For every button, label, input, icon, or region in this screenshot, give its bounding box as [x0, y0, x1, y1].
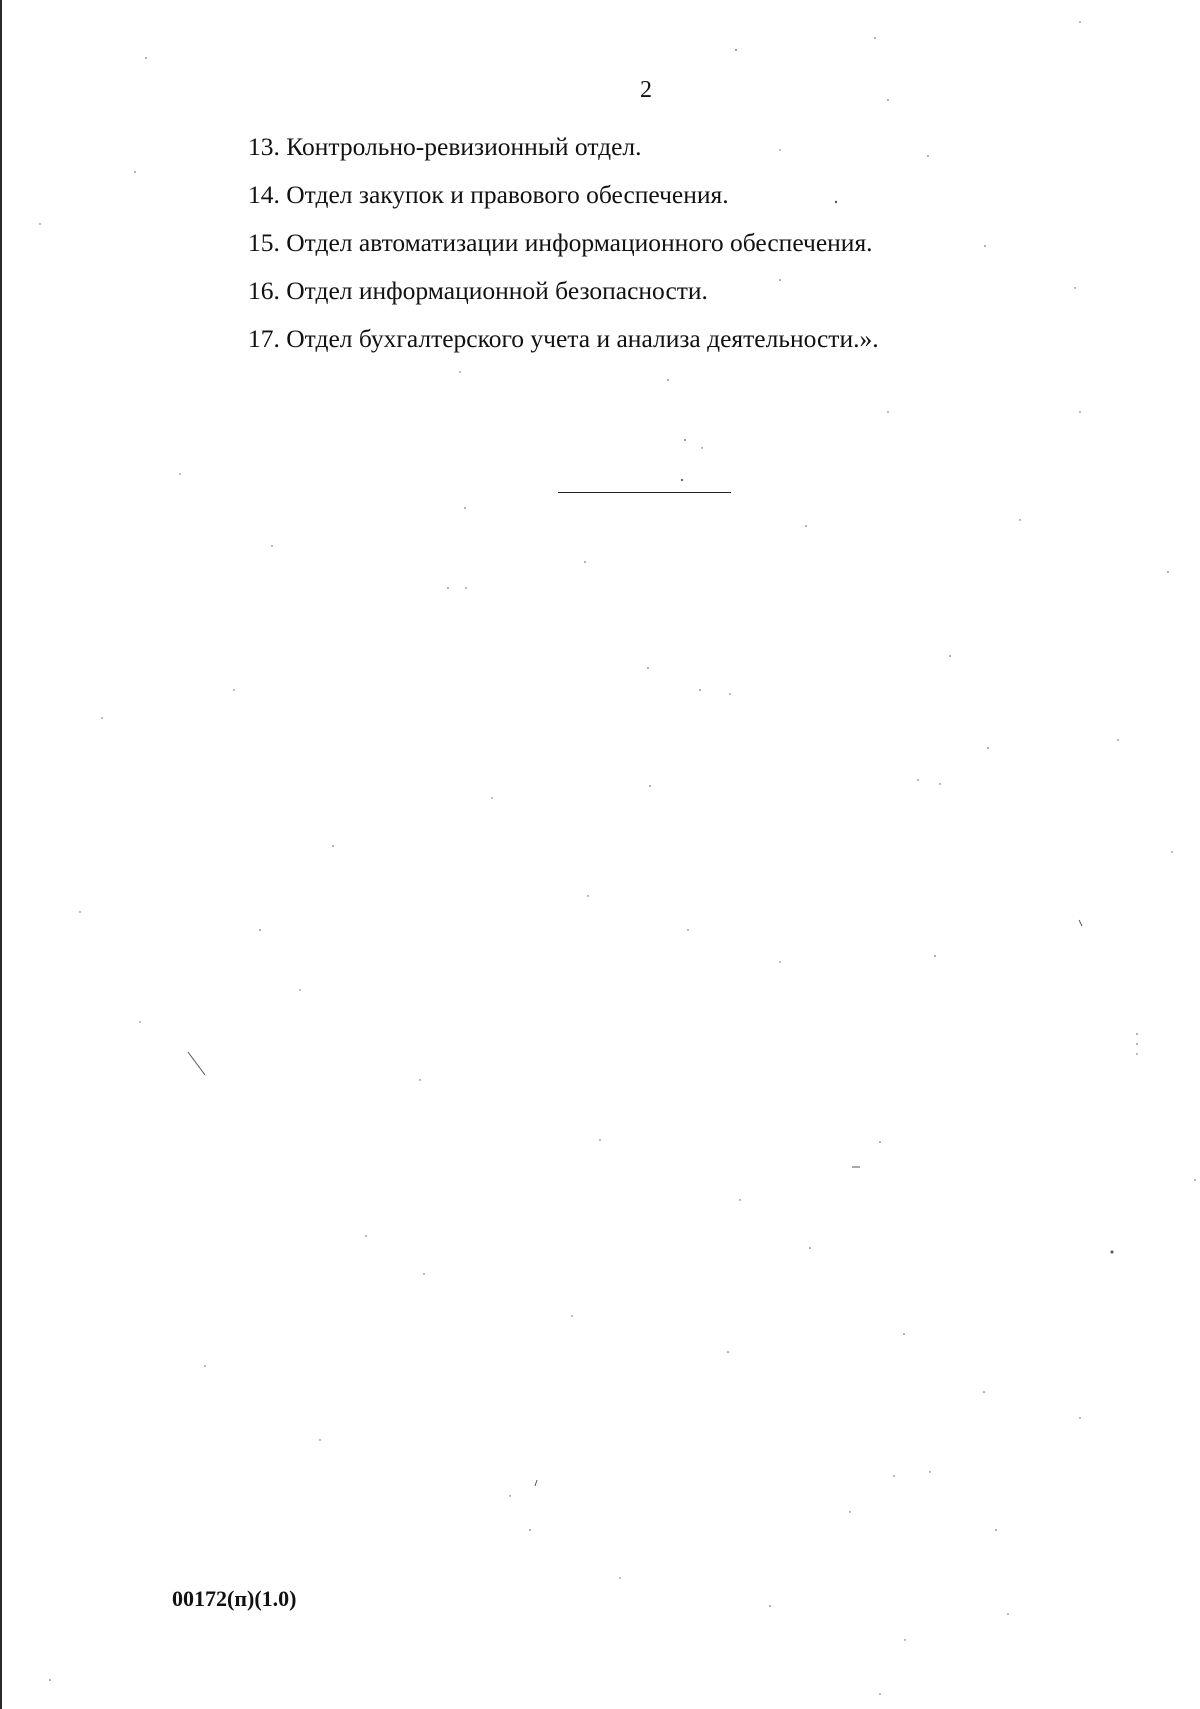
page-number: 2 — [640, 77, 652, 103]
document-code: 00172(п)(1.0) — [172, 1586, 297, 1611]
list-item: 14. Отдел закупок и правового обеспечения. — [248, 180, 729, 209]
end-separator-line — [558, 492, 731, 493]
list-item: 13. Контрольно-ревизионный отдел. — [248, 132, 642, 161]
list-item: 16. Отдел информационной безопасности. — [248, 276, 708, 305]
list-item: 17. Отдел бухгалтерского учета и анализа деятельности.». — [248, 324, 879, 353]
list-item: 15. Отдел автоматизации информационного обеспечения. — [248, 228, 873, 257]
department-list — [248, 132, 879, 372]
